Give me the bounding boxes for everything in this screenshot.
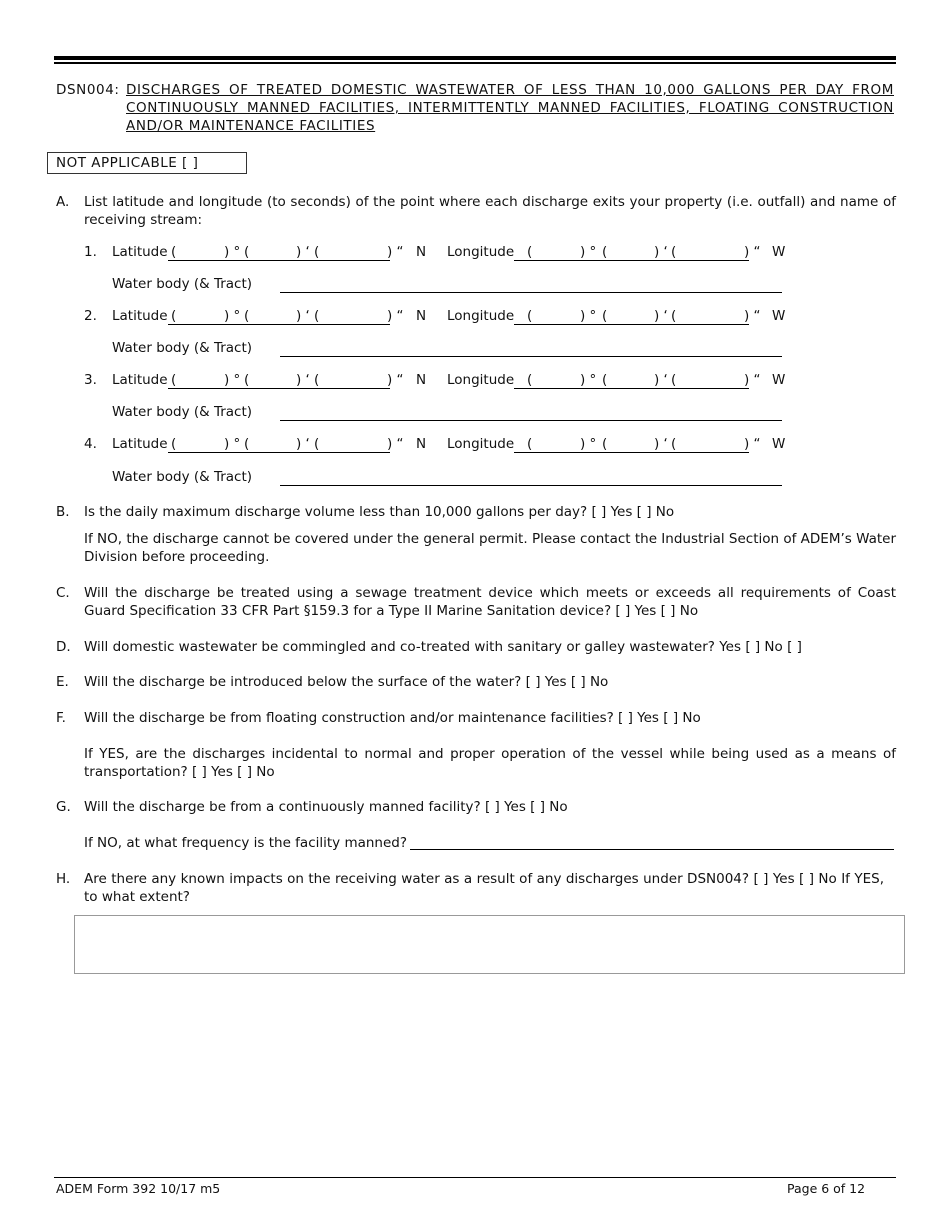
coordinate-row-1 xyxy=(84,243,804,261)
impacts-text-box[interactable] xyxy=(74,915,905,974)
degree-mark: ) ° xyxy=(224,308,241,324)
waterbody-input-line[interactable] xyxy=(280,291,782,293)
section-title xyxy=(56,81,894,135)
question-f-note: If YES, are the discharges incidental to normal and proper operation of the vessel while being used as a means of transportation? [ ] Yes [ ] No xyxy=(84,746,896,780)
latitude-label: Latitude xyxy=(112,308,168,324)
latitude-label: Latitude xyxy=(112,436,168,452)
waterbody-input-line[interactable] xyxy=(280,419,782,421)
footer-form-number: ADEM Form 392 10/17 m5 xyxy=(56,1181,221,1196)
frequency-input-line[interactable] xyxy=(410,849,894,850)
second-mark: ) “ xyxy=(387,244,404,260)
degree-mark: ) ° xyxy=(224,436,241,452)
top-rule-thick xyxy=(54,56,896,60)
waterbody-input-line[interactable] xyxy=(280,484,782,486)
north-label: N xyxy=(416,244,427,260)
paren: ( xyxy=(244,308,250,324)
question-f: F. Will the discharge be from floating construction and/or maintenance facilities? [ ] Yes [ ] No xyxy=(56,710,701,726)
section-heading: DISCHARGES OF TREATED DOMESTIC WASTEWATER OF LESS THAN 10,000 GALLONS PER DAY FROM CONTINUOUSLY MANNED FACILITIES, INTERMITTENTLY MANNED FACILITIES, FLOATING CONSTRUCTION AND/OR MAINTENANCE FACILITIES xyxy=(126,82,894,134)
latitude-input-line[interactable] xyxy=(168,435,390,453)
longitude-label: Longitude xyxy=(447,436,515,452)
paren: ( xyxy=(602,244,608,260)
latitude-label: Latitude xyxy=(112,244,168,260)
west-label: W xyxy=(772,244,786,260)
waterbody-label: Water body (& Tract) xyxy=(112,469,253,485)
waterbody-label: Water body (& Tract) xyxy=(112,276,253,292)
north-label: N xyxy=(416,436,427,452)
paren: ( xyxy=(171,372,177,388)
paren: ( xyxy=(171,244,177,260)
paren: ( xyxy=(527,436,533,452)
degree-mark: ) ° xyxy=(580,308,597,324)
paren: ( xyxy=(602,308,608,324)
coordinate-row-4 xyxy=(84,435,804,453)
paren: ( xyxy=(244,372,250,388)
outfall-number: 4. xyxy=(84,436,97,452)
paren: ( xyxy=(671,244,677,260)
paren: ( xyxy=(671,308,677,324)
degree-mark: ) ° xyxy=(580,372,597,388)
longitude-input-line[interactable] xyxy=(514,243,749,261)
second-mark: ) “ xyxy=(744,372,761,388)
second-mark: ) “ xyxy=(387,308,404,324)
second-mark: ) “ xyxy=(387,436,404,452)
paren: ( xyxy=(314,436,320,452)
paren: ( xyxy=(171,308,177,324)
paren: ( xyxy=(527,308,533,324)
degree-mark: ) ° xyxy=(580,244,597,260)
minute-mark: ) ‘ xyxy=(654,372,668,388)
outfall-number: 1. xyxy=(84,244,97,260)
question-h: H. Are there any known impacts on the receiving water as a result of any discharges under DSN004? [ ] Yes [ ] No If YES, to what extent? xyxy=(56,871,884,905)
outfall-number: 2. xyxy=(84,308,97,324)
second-mark: ) “ xyxy=(387,372,404,388)
west-label: W xyxy=(772,308,786,324)
second-mark: ) “ xyxy=(744,436,761,452)
paren: ( xyxy=(671,372,677,388)
latitude-input-line[interactable] xyxy=(168,307,390,325)
coordinate-row-2 xyxy=(84,307,804,325)
minute-mark: ) ‘ xyxy=(654,244,668,260)
degree-mark: ) ° xyxy=(224,372,241,388)
west-label: W xyxy=(772,372,786,388)
paren: ( xyxy=(314,308,320,324)
minute-mark: ) ‘ xyxy=(296,308,310,324)
waterbody-input-line[interactable] xyxy=(280,355,782,357)
paren: ( xyxy=(171,436,177,452)
paren: ( xyxy=(527,372,533,388)
west-label: W xyxy=(772,436,786,452)
paren: ( xyxy=(527,244,533,260)
degree-mark: ) ° xyxy=(224,244,241,260)
waterbody-label: Water body (& Tract) xyxy=(112,340,253,356)
question-g: G. Will the discharge be from a continuously manned facility? [ ] Yes [ ] No xyxy=(56,799,568,815)
minute-mark: ) ‘ xyxy=(296,372,310,388)
longitude-input-line[interactable] xyxy=(514,435,749,453)
question-b-note: If NO, the discharge cannot be covered under the general permit. Please contact the Industrial Section of ADEM’s Water Division before proceeding. xyxy=(84,531,896,565)
latitude-input-line[interactable] xyxy=(168,243,390,261)
question-b: B. Is the daily maximum discharge volume less than 10,000 gallons per day? [ ] Yes [ ] No xyxy=(56,504,675,520)
longitude-label: Longitude xyxy=(447,372,515,388)
outfall-number: 3. xyxy=(84,372,97,388)
second-mark: ) “ xyxy=(744,308,761,324)
degree-mark: ) ° xyxy=(580,436,597,452)
north-label: N xyxy=(416,308,427,324)
not-applicable-checkbox[interactable]: NOT APPLICABLE [ ] xyxy=(47,152,247,174)
minute-mark: ) ‘ xyxy=(296,436,310,452)
longitude-label: Longitude xyxy=(447,308,515,324)
footer-page-number: Page 6 of 12 xyxy=(787,1181,866,1196)
question-e: E. Will the discharge be introduced below the surface of the water? [ ] Yes [ ] No xyxy=(56,674,609,690)
paren: ( xyxy=(244,436,250,452)
footer-rule xyxy=(54,1177,896,1178)
minute-mark: ) ‘ xyxy=(654,308,668,324)
paren: ( xyxy=(671,436,677,452)
north-label: N xyxy=(416,372,427,388)
paren: ( xyxy=(314,372,320,388)
question-c: C. Will the discharge be treated using a sewage treatment device which meets or exceeds all requirements of Coast Guard Specification 33 CFR Part §159.3 for a Type II Marine Sanitation device? [ ] Yes [ ] No xyxy=(56,585,896,619)
question-d: D. Will domestic wastewater be commingled and co-treated with sanitary or galley wastewater? Yes [ ] No [ ] xyxy=(56,639,802,655)
question-g-note: If NO, at what frequency is the facility manned? xyxy=(84,835,408,851)
longitude-input-line[interactable] xyxy=(514,371,749,389)
minute-mark: ) ‘ xyxy=(296,244,310,260)
paren: ( xyxy=(602,436,608,452)
paren: ( xyxy=(602,372,608,388)
question-a: A. List latitude and longitude (to seconds) of the point where each discharge exits your property (i.e. outfall) and name of receiving stream: xyxy=(56,194,896,228)
latitude-label: Latitude xyxy=(112,372,168,388)
minute-mark: ) ‘ xyxy=(654,436,668,452)
paren: ( xyxy=(314,244,320,260)
longitude-label: Longitude xyxy=(447,244,515,260)
top-rule-thin xyxy=(54,62,896,64)
latitude-input-line[interactable] xyxy=(168,371,390,389)
waterbody-label: Water body (& Tract) xyxy=(112,404,253,420)
paren: ( xyxy=(244,244,250,260)
coordinate-row-3 xyxy=(84,371,804,389)
section-code: DSN004: xyxy=(56,82,120,98)
second-mark: ) “ xyxy=(744,244,761,260)
longitude-input-line[interactable] xyxy=(514,307,749,325)
